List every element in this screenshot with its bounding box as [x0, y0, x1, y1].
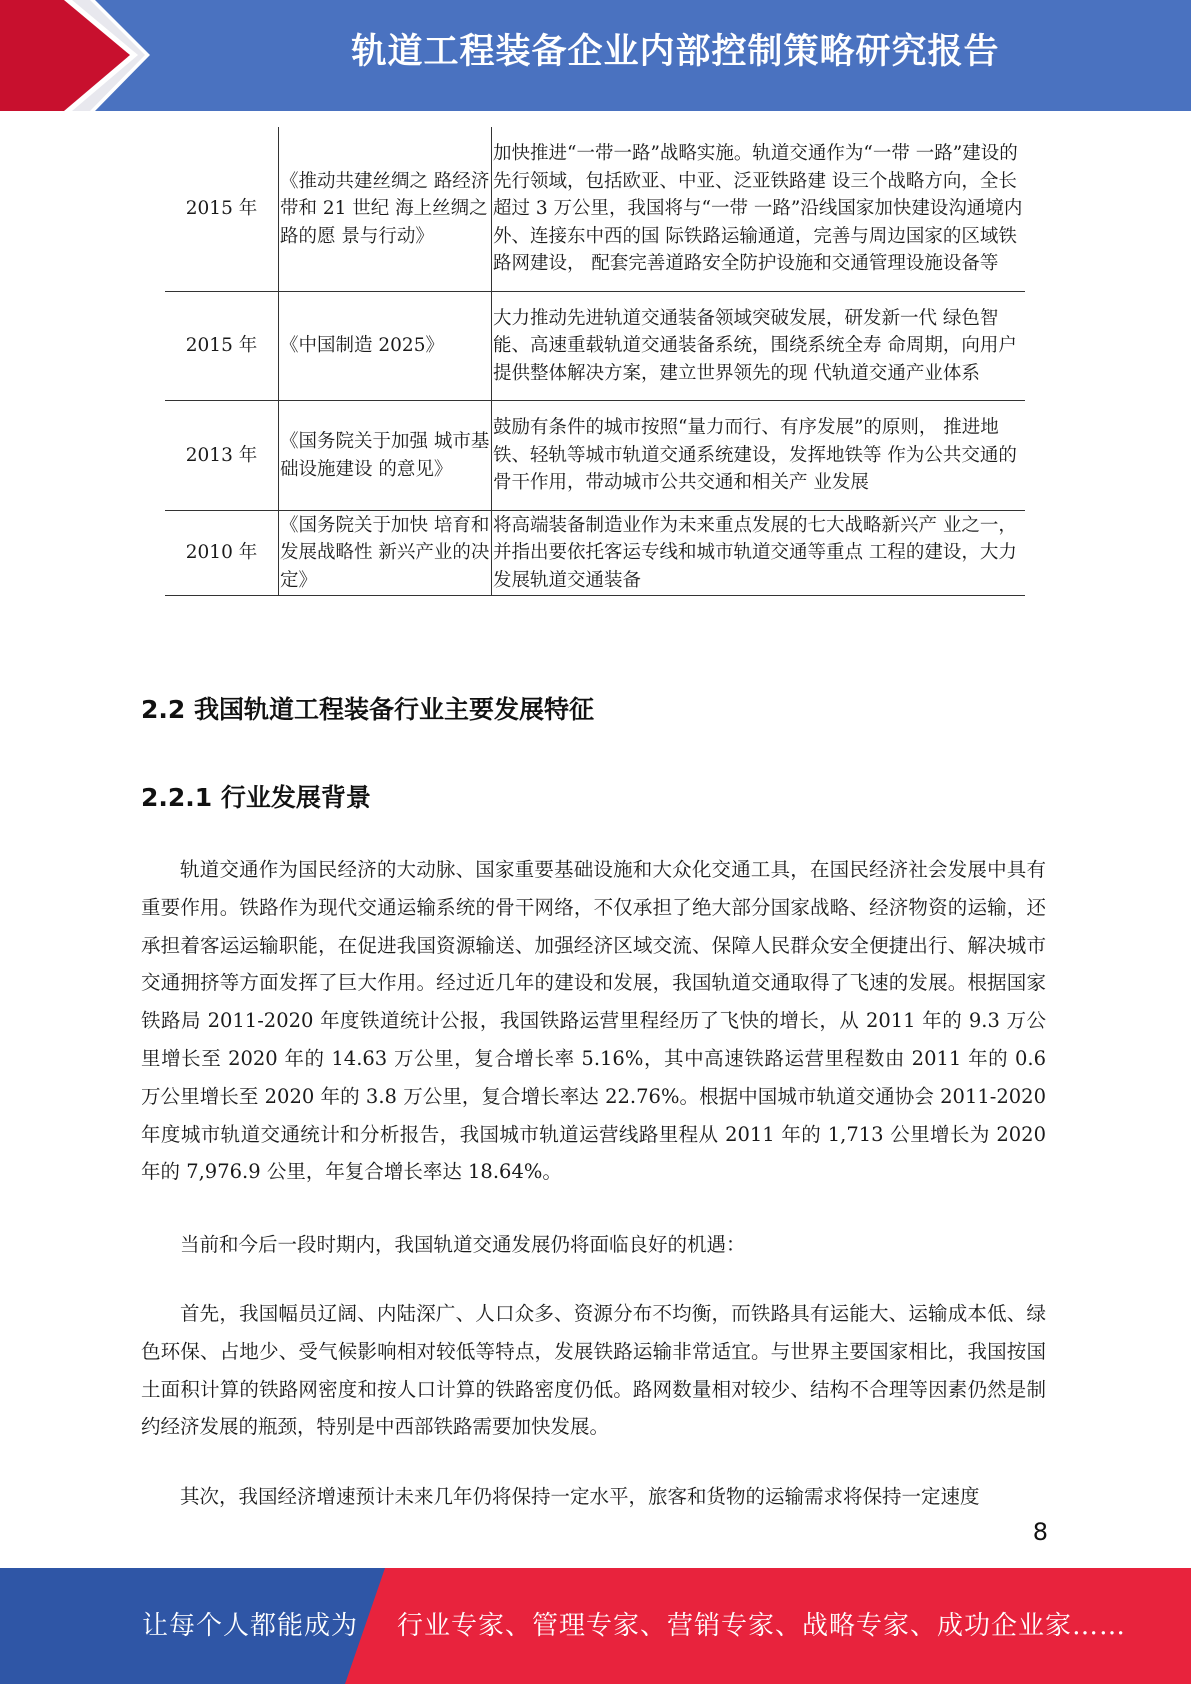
table-row — [165, 511, 1025, 596]
body-paragraph: 当前和今后一段时期内，我国轨道交通发展仍将面临良好的机遇： — [180, 1233, 746, 1256]
footer-slogan-left: 让每个人都能成为 — [142, 1611, 359, 1641]
body-paragraph: 其次，我国经济增速预计未来几年仍将保持一定水平，旅客和货物的运输需求将保持一定速度 — [180, 1485, 980, 1508]
section-heading: 2.2 我国轨道工程装备行业主要发展特征 — [141, 695, 594, 724]
year-cell: 2010 年 — [165, 511, 279, 596]
table-row — [165, 127, 1025, 292]
year-cell: 2015 年 — [165, 292, 279, 401]
page-footer — [0, 1568, 1191, 1684]
content-cell: 鼓励有条件的城市按照“量力而行、有序发展”的原则， 推进地铁、轻轨等城市轨道交通系统建设，发挥地铁等 作为公共交通的骨干作用，带动城市公共交通和相关产 业发展 — [492, 401, 1026, 511]
table-row — [165, 401, 1025, 511]
document-cell: 《推动共建丝绸之 路经济带和 21 世纪 海上丝绸之路的愿 景与行动》 — [279, 127, 492, 292]
document-cell: 《中国制造 2025》 — [279, 292, 492, 401]
footer-slogan-right: 行业专家、管理专家、营销专家、战略专家、成功企业家…… — [397, 1611, 1127, 1641]
content-cell: 加快推进“一带一路”战略实施。轨道交通作为“一带 一路”建设的先行领域，包括欧亚、中亚、泛亚铁路建 设三个战略方向，全长超过 3 万公里，我国将与“一带 一路”沿线国家加快建设沟通境内外、连接东中西的国 际铁路运输通道，完善与周边国家的区域铁路网建设， 配套完善道路安全防护设施和交通管理设施设备等 — [492, 127, 1026, 292]
table-row — [165, 292, 1025, 401]
body-paragraph: 首先，我国幅员辽阔、内陆深广、人口众多、资源分布不均衡，而铁路具有运能大、运输成本低、绿色环保、占地少、受气候影响相对较低等特点，发展铁路运输非常适宜。与世界主要国家相比，我国按国土面积计算的铁路网密度和按人口计算的铁路密度仍低。路网数量相对较少、结构不合理等因素仍然是制约经济发展的瓶颈，特别是中西部铁路需要加快发展。 — [141, 1302, 1046, 1439]
report-title: 轨道工程装备企业内部控制策略研究报告 — [351, 32, 1000, 72]
document-cell: 《国务院关于加快 培育和发展战略性 新兴产业的决定》 — [279, 511, 492, 596]
body-paragraph: 轨道交通作为国民经济的大动脉、国家重要基础设施和大众化交通工具，在国民经济社会发展中具有重要作用。铁路作为现代交通运输系统的骨干网络，不仅承担了绝大部分国家战略、经济物资的运输，还承担着客运运输职能，在促进我国资源输送、加强经济区域交流、保障人民群众安全便捷出行、解决城市交通拥挤等方面发挥了巨大作用。经过近几年的建设和发展，我国轨道交通取得了飞速的发展。根据国家铁路局 2011-2020 年度铁道统计公报，我国铁路运营里程经历了飞快的增长，从 2011 年的 9.3 万公里增长至 2020 年的 14.63 万公里，复合增长率 5.16%，其中高速铁路运营里程数由 2011 年的 0.6 万公里增长至 2020 年的 3.8 万公里，复合增长率达 22.76%。根据中国城市轨道交通协会 2011-2020 年度城市轨道交通统计和分析报告，我国城市轨道运营线路里程从 2011 年的 1,713 公里增长为 2020 年的 7,976.9 公里，年复合增长率达 18.64%。 — [141, 858, 1046, 1184]
year-cell: 2015 年 — [165, 127, 279, 292]
page-header — [0, 0, 1191, 111]
year-cell: 2013 年 — [165, 401, 279, 511]
subsection-heading: 2.2.1 行业发展背景 — [141, 783, 371, 812]
page-number: 8 — [1032, 1518, 1048, 1546]
content-cell: 大力推动先进轨道交通装备领域突破发展，研发新一代 绿色智能、高速重载轨道交通装备系统，围绕系统全寿 命周期，向用户提供整体解决方案，建立世界领先的现 代轨道交通产业体系 — [492, 292, 1026, 401]
content-cell: 将高端装备制造业作为未来重点发展的七大战略新兴产 业之一，并指出要依托客运专线和城市轨道交通等重点 工程的建设，大力发展轨道交通装备 — [492, 511, 1026, 596]
document-cell: 《国务院关于加强 城市基础设施建设 的意见》 — [279, 401, 492, 511]
policy-table — [165, 127, 1025, 596]
